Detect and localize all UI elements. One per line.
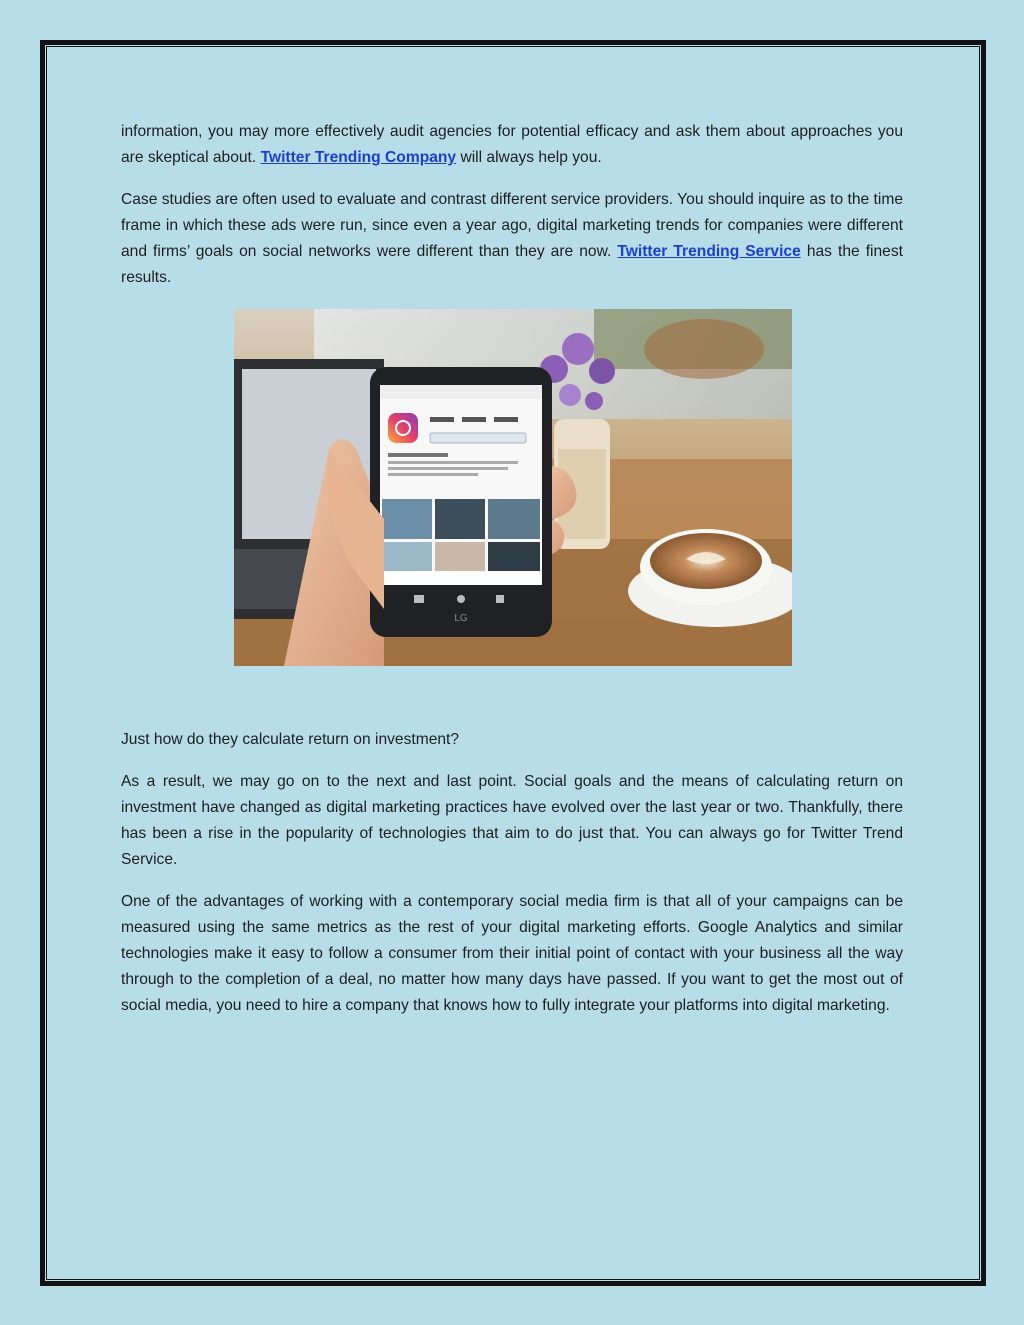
paragraph-2-after: has the finest results.: [121, 243, 903, 286]
section-bottom: [121, 727, 903, 1035]
twitter-trending-company-link[interactable]: Twitter Trending Company: [260, 149, 457, 166]
twitter-trending-service-link[interactable]: Twitter Trending Service: [617, 243, 801, 260]
svg-text:LG: LG: [454, 613, 468, 624]
paragraph-2: [121, 187, 903, 291]
photo-phone-instagram: [234, 309, 792, 666]
section-top: [121, 119, 903, 307]
paragraph-1: [121, 119, 903, 171]
paragraph-4: One of the advantages of working with a contemporary social media firm is that all of your campaigns can be measured using the same metrics as the rest of your digital marketing efforts. Google Analytics and similar technologies make it easy to follow a consumer from their initial point of contact with your business all the way through to the completion of a deal, no matter how many days have passed. If you want to get the most out of social media, you need to hire a company that knows how to fully integrate your platforms into digital marketing.: [121, 893, 903, 1014]
section-heading: Just how do they calculate return on investment?: [121, 731, 460, 748]
paragraph-3: As a result, we may go on to the next and last point. Social goals and the means of calculating return on investment have changed as digital marketing practices have evolved over the last year or two. Thankfully, there has been a rise in the popularity of technologies that aim to do just that. You can always go for Twitter Trend Service.: [121, 773, 903, 868]
photo-illustration: [234, 309, 792, 666]
paragraph-2-text: Case studies are often used to evaluate and contrast different service providers. You should inquire as to the time frame in which these ads were run, since even a year ago, digital marketing trends for companies were different and firms’ goals on social networks were different than they are now.: [121, 191, 903, 260]
paragraph-1-text: information, you may more effectively audit agencies for potential efficacy and ask them about approaches you are skeptical about.: [121, 123, 903, 166]
paragraph-1-after: will always help you.: [460, 149, 602, 166]
